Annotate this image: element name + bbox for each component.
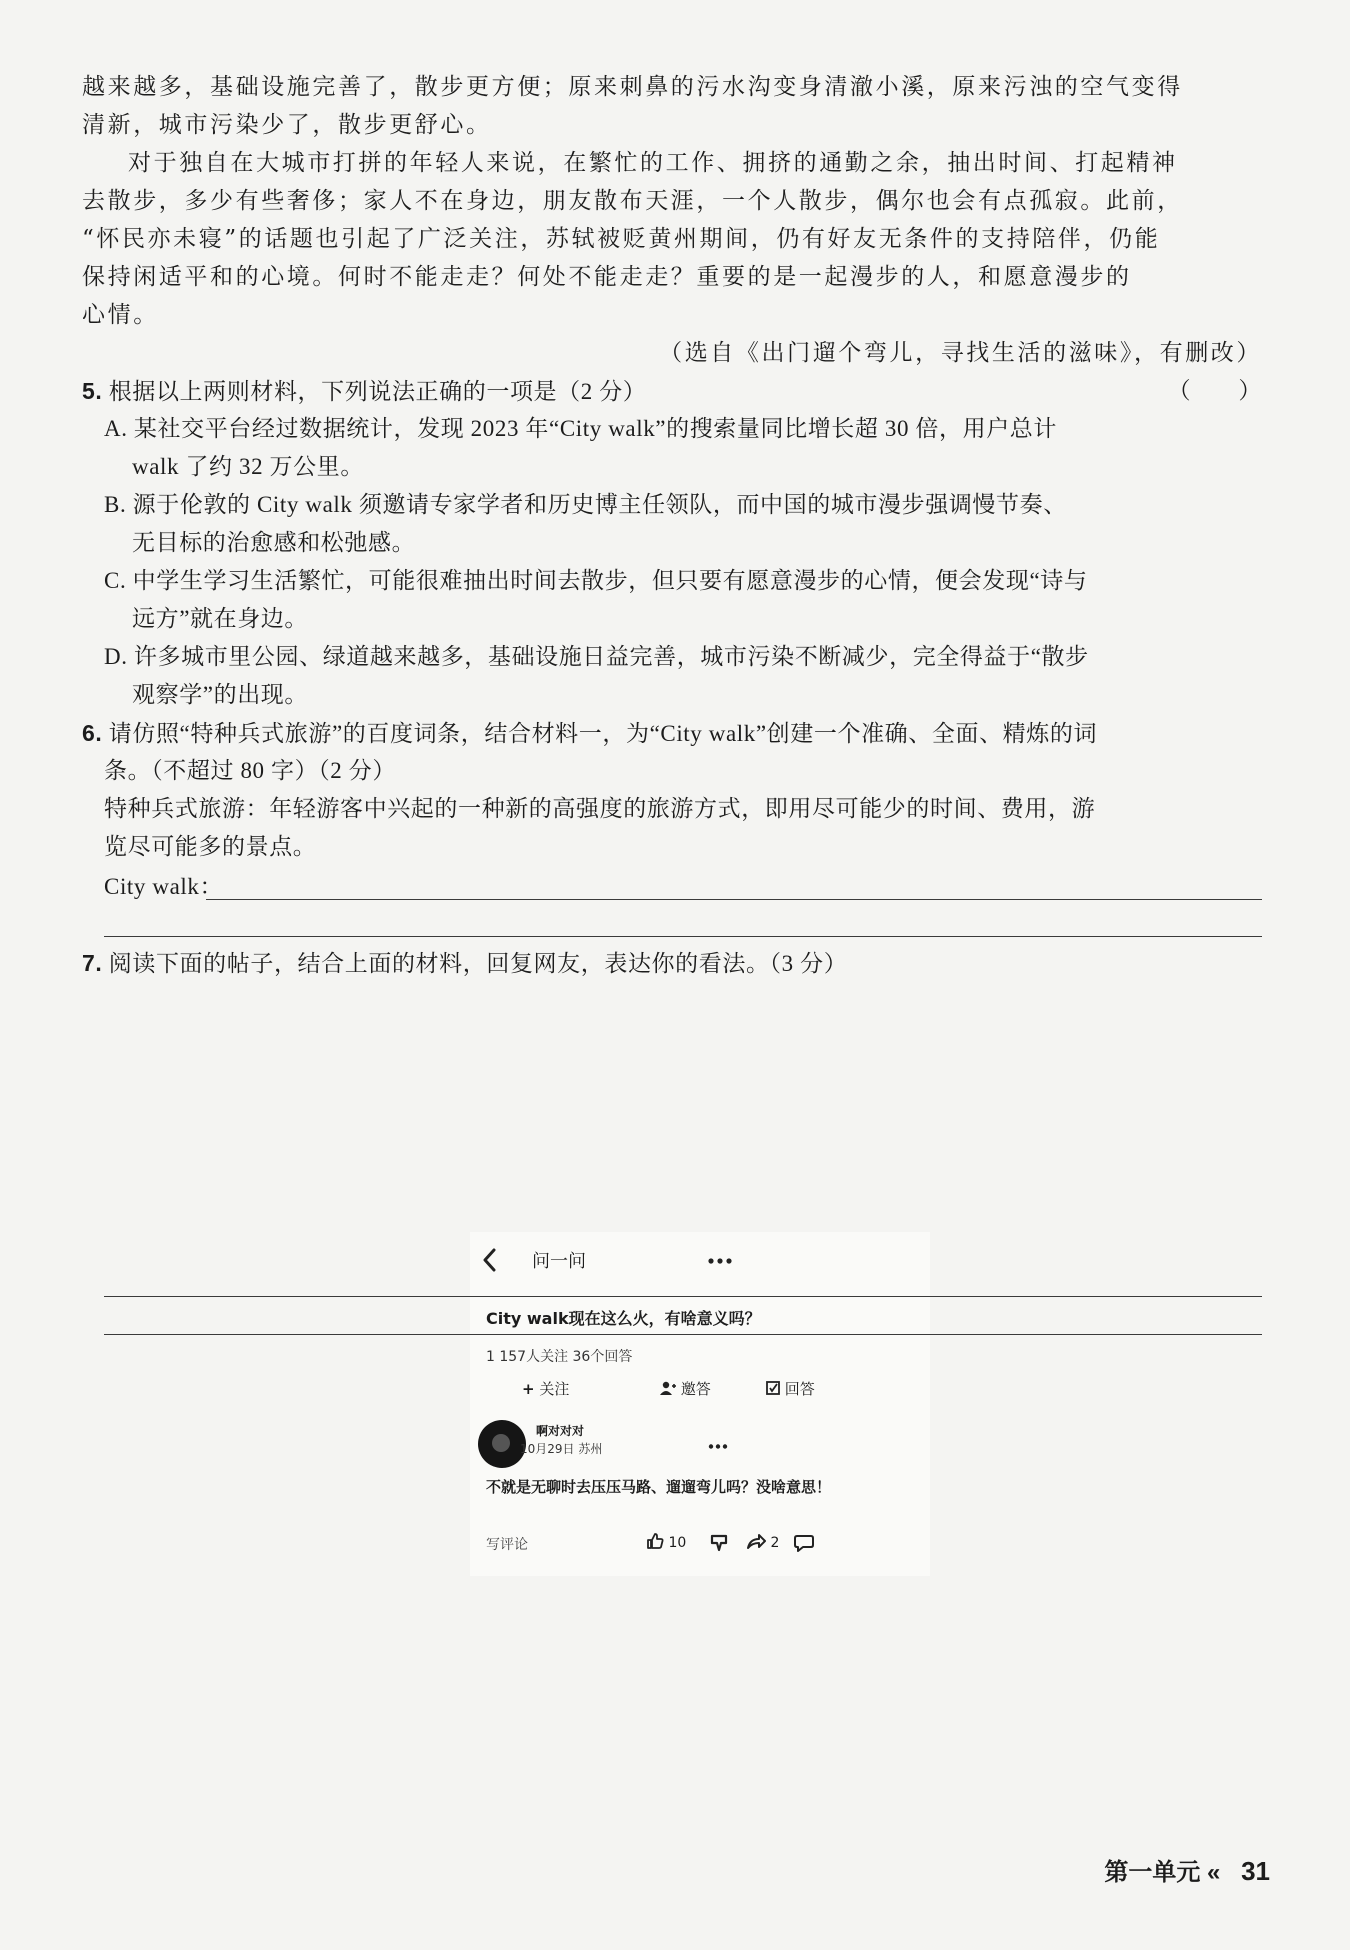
thumbs-up-icon [646, 1532, 664, 1550]
chevron-left-icon[interactable] [482, 1248, 498, 1272]
answer-text: 不就是无聊时去压压马路、遛遛弯儿吗？没啥意思！ [486, 1478, 832, 1496]
answer-line[interactable] [206, 899, 1262, 900]
plus-icon: + [522, 1380, 535, 1398]
more-dots-icon[interactable] [708, 1258, 732, 1264]
invite-label: 邀答 [680, 1380, 711, 1398]
question-7-text: 阅读下面的帖子，结合上面的材料，回复网友，表达你的看法。（3 分） [108, 951, 848, 976]
option-a-line-1: A. 某社交平台经过数据统计，发现 2023 年“City walk”的搜索量同比增长超 30 倍，用户总计 [104, 416, 1058, 441]
edit-icon [766, 1381, 780, 1395]
option-a-line-2: walk 了约 32 万公里。 [132, 454, 364, 479]
option-d-line-1: D. 许多城市里公园、绿道越来越多，基础设施日益完善，城市污染不断减少，完全得益于“散步 [104, 644, 1089, 669]
page-footer [1104, 1852, 1270, 1887]
question-7-stem [82, 946, 1350, 981]
avatar[interactable] [478, 1420, 526, 1468]
reply-line[interactable] [104, 1334, 1262, 1335]
city-walk-answer-label: City walk： [104, 874, 224, 899]
passage-line-5: “怀民亦未寝”的话题也引起了广泛关注，苏轼被贬黄州期间，仍有好友无条件的支持陪伴，仍能 [82, 226, 1161, 252]
share-button[interactable] [746, 1532, 779, 1551]
more-dots-icon[interactable] [708, 1444, 728, 1449]
follow-button[interactable] [522, 1378, 569, 1399]
option-c-line-1: C. 中学生学习生活繁忙，可能很难抽出时间去散步，但只要有愿意漫步的心情，便会发现“诗与 [104, 568, 1088, 593]
follow-label: 关注 [539, 1380, 570, 1398]
share-arrow-icon [746, 1532, 766, 1550]
share-count: 2 [770, 1535, 780, 1551]
comment-input[interactable]: 写评论 [486, 1537, 528, 1553]
passage-line-3: 对于独自在大城市打拼的年轻人来说，在繁忙的工作、拥挤的通勤之余，抽出时间、打起精神 [128, 150, 1178, 176]
post-stats: 1 157人关注 36个回答 [486, 1349, 633, 1365]
thumbs-down-icon[interactable] [710, 1534, 728, 1552]
question-5-number: 5. [82, 378, 103, 404]
answer-line[interactable] [104, 936, 1262, 937]
post-question-title[interactable]: City walk现在这么火，有啥意义吗？ [486, 1309, 761, 1328]
question-6-stem-line-2: 条。（不超过 80 字）（2 分） [104, 758, 396, 783]
answer-username[interactable]: 啊对对对 [536, 1424, 585, 1438]
page-number: 31 [1241, 1856, 1270, 1886]
double-chevron-left-icon: « [1207, 1859, 1221, 1886]
answer-label: 回答 [784, 1380, 815, 1398]
question-6-number: 6. [82, 720, 103, 746]
example-line-2: 览尽可能多的景点。 [104, 834, 317, 859]
passage-line-4: 去散步，多少有些奢侈；家人不在身边，朋友散布天涯，一个人散步，偶尔也会有点孤寂。此前， [82, 188, 1183, 214]
option-b-line-2: 无目标的治愈感和松弛感。 [132, 530, 416, 555]
question-6-text: 请仿照“特种兵式旅游”的百度词条，结合材料一，为“City walk”创建一个准确、全面、精炼的词 [108, 721, 1098, 746]
question-7-number: 7. [82, 950, 103, 976]
passage-line-1: 越来越多，基础设施完善了，散步更方便；原来刺鼻的污水沟变身清澈小溪，原来污浊的空气变得 [82, 74, 1183, 100]
option-d-line-2: 观察学”的出现。 [132, 682, 309, 707]
forum-post-card [470, 1232, 930, 1576]
passage-line-2: 清新，城市污染少了，散步更舒心。 [82, 112, 492, 138]
answer-bracket: （ ） [1167, 378, 1262, 403]
question-5-text: 根据以上两则材料，下列说法正确的一项是（2 分） [108, 379, 647, 404]
like-count: 10 [668, 1535, 687, 1551]
unit-label: 第一单元 [1104, 1859, 1201, 1886]
passage-line-7: 心情。 [82, 302, 159, 328]
passage-line-6: 保持闲适平和的心境。何时不能走走？何处不能走走？重要的是一起漫步的人，和愿意漫步的 [82, 264, 1132, 290]
like-button[interactable] [646, 1532, 686, 1551]
invite-button[interactable] [660, 1378, 711, 1399]
post-header-title: 问一问 [532, 1251, 586, 1272]
comment-bubble-icon[interactable] [794, 1534, 814, 1552]
passage-source: （选自《出门遛个弯儿，寻找生活的滋味》，有删改） [659, 340, 1262, 366]
user-plus-icon [660, 1381, 676, 1395]
option-b-line-1: B. 源于伦敦的 City walk 须邀请专家学者和历史博主任领队，而中国的城市漫步强调慢节奏、 [104, 492, 1067, 517]
answer-button[interactable] [766, 1378, 815, 1399]
question-6-stem-line-1 [82, 716, 1350, 751]
reply-line[interactable] [104, 1296, 1262, 1297]
option-c-line-2: 远方”就在身边。 [132, 606, 309, 631]
answer-meta: 10月29日 苏州 [520, 1442, 603, 1456]
example-line-1: 特种兵式旅游：年轻游客中兴起的一种新的高强度的旅游方式，即用尽可能少的时间、费用，游 [104, 796, 1096, 821]
